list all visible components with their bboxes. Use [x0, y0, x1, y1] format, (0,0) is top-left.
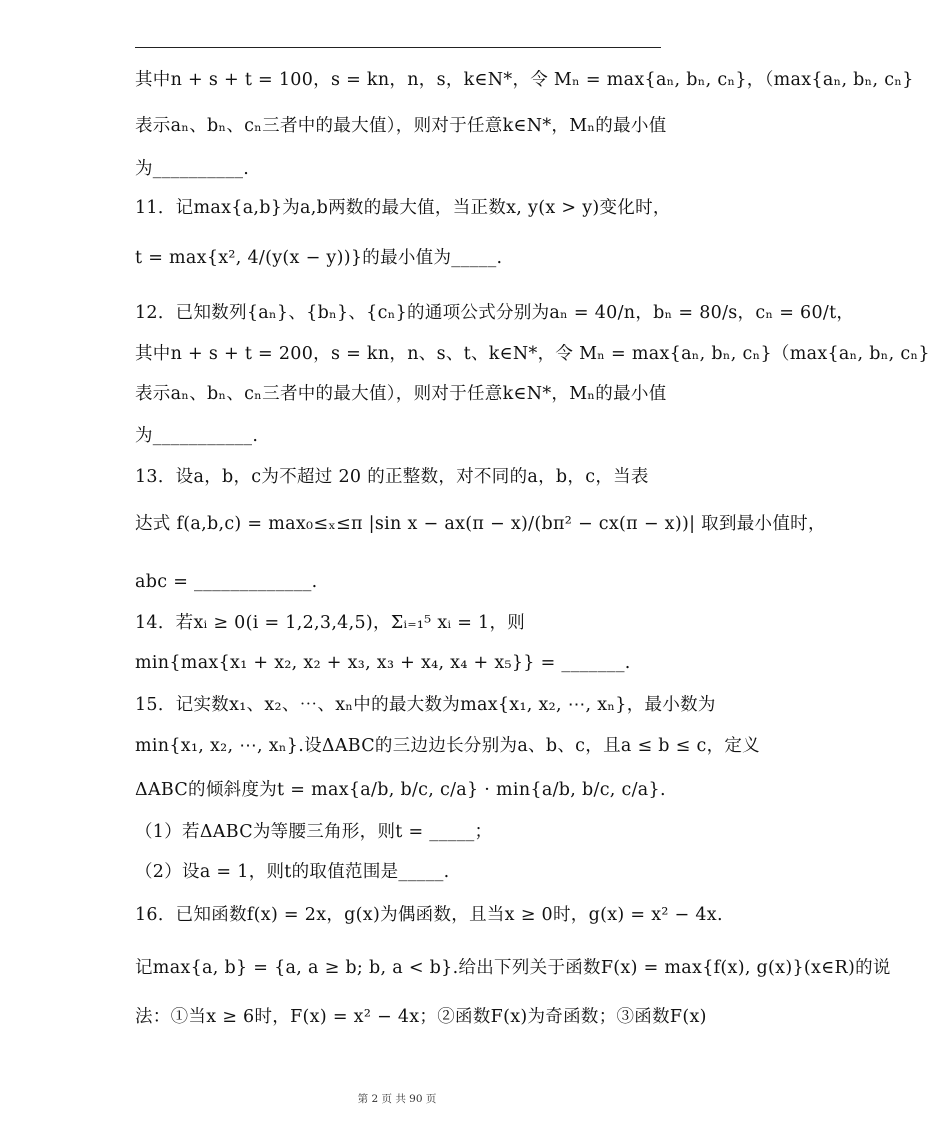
text-line: 为___________. [135, 426, 259, 446]
text-line: 表示aₙ、bₙ、cₙ三者中的最大值），则对于任意k∈N*，Mₙ的最小值 [135, 384, 667, 404]
text-line: abc = _____________. [135, 572, 318, 592]
text-line: min{max{x₁ + x₂, x₂ + x₃, x₃ + x₄, x₄ + x₅}} = _______. [135, 653, 631, 673]
text-line: 法：①当x ≥ 6时，F(x) = x² − 4x；②函数F(x)为奇函数；③函数F(x) [135, 1007, 707, 1027]
problem-11-line: 11．记max{a,b}为a,b两数的最大值，当正数x, y(x > y)变化时， [135, 198, 671, 218]
text-line: 表示aₙ、bₙ、cₙ三者中的最大值），则对于任意k∈N*，Mₙ的最小值 [135, 116, 667, 136]
text-line: 为__________. [135, 159, 250, 179]
text-line: （2）设a = 1，则t的取值范围是_____. [135, 862, 450, 882]
problem-12-line: 12．已知数列{aₙ}、{bₙ}、{cₙ}的通项公式分别为aₙ = 40/n，bₙ = 80/s，cₙ = 60/t， [135, 303, 855, 323]
text-line: min{x₁, x₂, ⋯, xₙ}.设ΔABC的三边边长分别为a、b、c，且a ≤ b ≤ c，定义 [135, 736, 760, 756]
page-footer: 第 2 页 共 90 页 [357, 1093, 437, 1105]
text-line: 其中n + s + t = 100，s = kn，n，s，k∈N*，令 Mₙ = max{aₙ, bₙ, cₙ}，（max{aₙ, bₙ, cₙ} [135, 70, 914, 90]
text-line: 记max{a, b} = {a, a ≥ b; b, a < b}.给出下列关于函数F(x) = max{f(x), g(x)}(x∈R)的说 [135, 958, 891, 978]
text-line: （1）若ΔABC为等腰三角形，则t = _____； [135, 822, 493, 842]
text-line: 达式 f(a,b,c) = max₀≤ₓ≤π |sin x − ax(π − x)/(bπ² − cx(π − x))| 取到最小值时， [135, 514, 826, 534]
problem-13-line: 13．设a，b，c为不超过 20 的正整数，对不同的a，b，c，当表 [135, 467, 649, 487]
text-line: t = max{x², 4/(y(x − y))}的最小值为_____. [135, 248, 503, 268]
text-line: 其中n + s + t = 200，s = kn，n、s、t、k∈N*，令 Mₙ = max{aₙ, bₙ, cₙ}（max{aₙ, bₙ, cₙ} [135, 344, 930, 364]
problem-15-line: 15．记实数x₁、x₂、⋯、xₙ中的最大数为max{x₁, x₂, ⋯, xₙ}，最小数为 [135, 695, 716, 715]
text-line: ΔABC的倾斜度为t = max{a/b, b/c, c/a} · min{a/b, b/c, c/a}. [135, 780, 666, 800]
problem-16-line: 16．已知函数f(x) = 2x，g(x)为偶函数，且当x ≥ 0时，g(x) = x² − 4x. [135, 905, 723, 925]
header-rule [135, 47, 661, 48]
problem-14-line: 14．若xᵢ ≥ 0(i = 1,2,3,4,5)，Σᵢ₌₁⁵ xᵢ = 1，则 [135, 613, 526, 633]
